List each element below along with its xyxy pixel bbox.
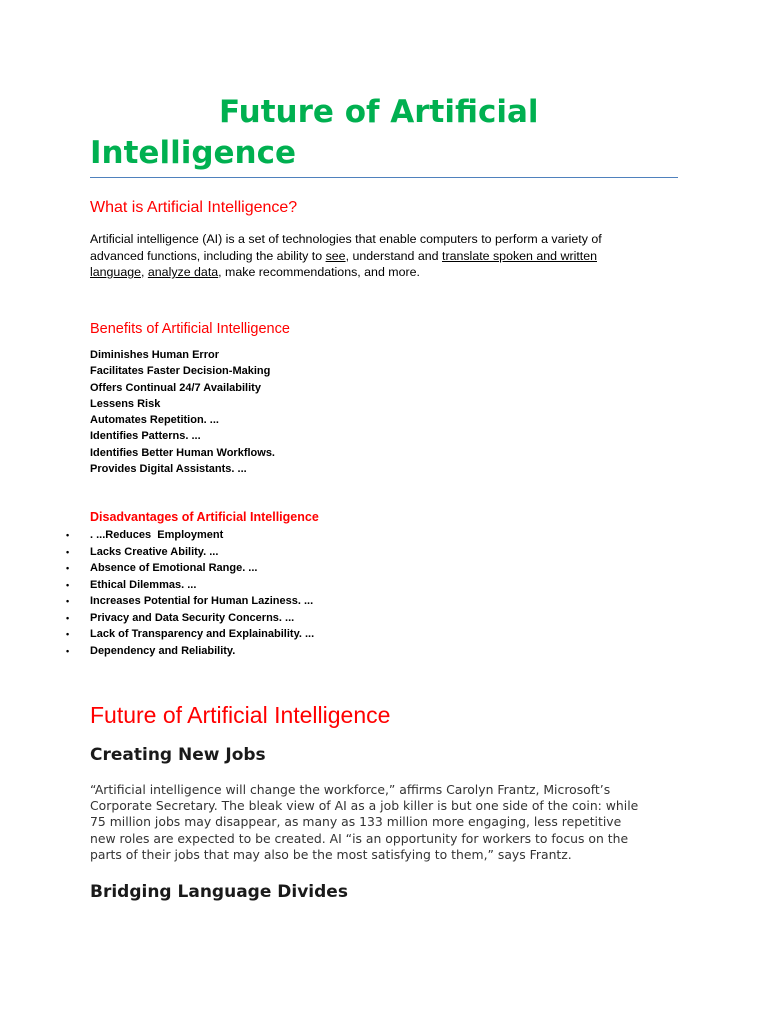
translate-link[interactable]: translate spoken and written language bbox=[90, 248, 597, 280]
intro-text-1: Artificial intelligence (AI) is a set of technologies that enable computers to perform a variety of advanced functions, including the ability to bbox=[90, 232, 602, 263]
bridging-language-divides-heading: Bridging Language Divides bbox=[90, 882, 348, 902]
disadvantage-item bbox=[66, 643, 314, 660]
disadvantage-text: Dependency and Reliability. bbox=[90, 644, 236, 657]
bullet-icon: • bbox=[66, 645, 70, 656]
disadvantage-item bbox=[66, 577, 314, 594]
benefit-item: Lessens Risk bbox=[90, 397, 161, 410]
creating-new-jobs-heading: Creating New Jobs bbox=[90, 745, 266, 765]
see-link[interactable]: see bbox=[325, 248, 346, 263]
benefit-item: Identifies Patterns. ... bbox=[90, 430, 201, 443]
paragraph-line: 75 million jobs may disappear, as many as 133 million more engaging, less repetitive bbox=[90, 814, 622, 830]
disadvantages-list bbox=[66, 527, 314, 659]
bullet-icon: • bbox=[66, 546, 70, 557]
what-is-ai-heading: What is Artificial Intelligence? bbox=[90, 199, 298, 216]
bullet-icon: • bbox=[66, 612, 70, 623]
disadvantage-text: Lack of Transparency and Explainability. ... bbox=[90, 628, 315, 640]
disadvantage-text: Lacks Creative Ability. ... bbox=[90, 545, 219, 558]
benefits-list bbox=[90, 347, 275, 477]
analyze-data-link[interactable]: analyze data bbox=[147, 265, 219, 280]
disadvantage-item bbox=[66, 593, 314, 610]
disadvantage-item bbox=[66, 610, 314, 627]
benefit-item: Diminishes Human Error bbox=[90, 349, 219, 361]
benefit-item: Automates Repetition. ... bbox=[90, 414, 219, 427]
disadvantage-item bbox=[66, 527, 314, 544]
disadvantage-text: Privacy and Data Security Concerns. ... bbox=[90, 611, 295, 624]
benefit-item: Identifies Better Human Workflows. bbox=[90, 446, 275, 459]
disadvantage-text: Ethical Dilemmas. ... bbox=[90, 578, 197, 591]
disadvantage-item bbox=[66, 544, 314, 561]
intro-text-2: , understand and bbox=[345, 248, 443, 263]
paragraph-line: “Artificial intelligence will change the workforce,” affirms Carolyn Frantz, Microsoft’s bbox=[90, 782, 611, 797]
benefit-item: Offers Continual 24/7 Availability bbox=[90, 381, 261, 394]
disadvantages-heading: Disadvantages of Artificial Intelligence bbox=[90, 510, 319, 524]
paragraph-line: Corporate Secretary. The bleak view of AI as a job killer is but one side of the coin: while bbox=[90, 798, 639, 814]
intro-text-4: , make recommendations, and more. bbox=[218, 265, 420, 280]
disadvantage-item bbox=[66, 626, 314, 643]
disadvantage-text: Increases Potential for Human Laziness. ... bbox=[90, 595, 314, 607]
intro-paragraph bbox=[90, 231, 650, 281]
disadvantage-text: . ...Reduces Employment bbox=[90, 529, 224, 541]
bullet-icon: • bbox=[66, 596, 70, 606]
title-underline-rule bbox=[90, 177, 678, 178]
bullet-icon: • bbox=[66, 530, 70, 540]
intro-text-3: , bbox=[141, 265, 148, 280]
paragraph-line: parts of their jobs that may also be the most satisfying to them,” says Frantz. bbox=[90, 846, 572, 862]
bullet-icon: • bbox=[66, 563, 70, 573]
benefit-item: Facilitates Faster Decision-Making bbox=[90, 365, 271, 378]
disadvantage-item bbox=[66, 560, 314, 577]
creating-new-jobs-paragraph bbox=[90, 782, 690, 863]
document-title bbox=[90, 92, 680, 174]
disadvantage-text: Absence of Emotional Range. ... bbox=[90, 562, 258, 574]
title-line-2: Intelligence bbox=[90, 135, 297, 171]
benefit-item: Provides Digital Assistants. ... bbox=[90, 463, 247, 476]
future-heading: Future of Artificial Intelligence bbox=[90, 702, 391, 728]
paragraph-line: new roles are expected to be created. AI “is an opportunity for workers to focus on the bbox=[90, 830, 629, 846]
title-line-1: Future of Artificial bbox=[219, 94, 539, 130]
bullet-icon: • bbox=[66, 629, 70, 639]
bullet-icon: • bbox=[66, 579, 70, 590]
benefits-heading: Benefits of Artificial Intelligence bbox=[90, 321, 290, 337]
